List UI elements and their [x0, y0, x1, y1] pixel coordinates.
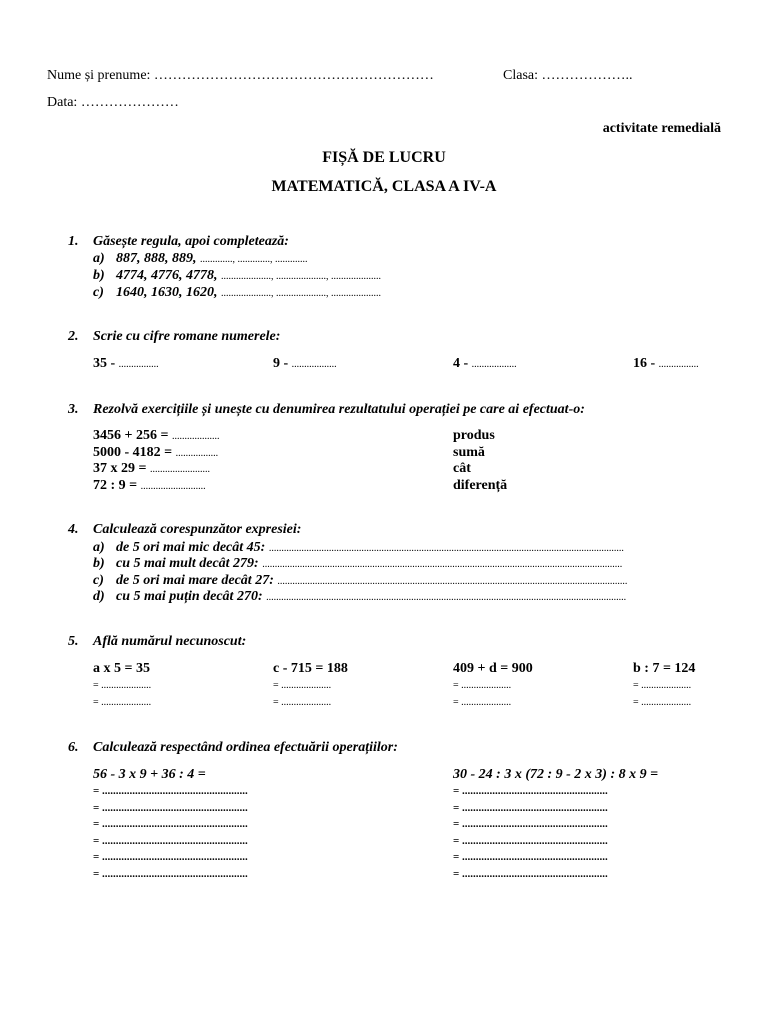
q2-item	[633, 356, 699, 372]
q2-item	[93, 356, 159, 372]
q3-exercise	[93, 445, 218, 461]
q4-item-blank: ............................................................................................................................................	[277, 576, 628, 587]
q5-line: = ....................	[633, 697, 692, 708]
page-title: FIȘĂ DE LUCRU	[322, 149, 446, 166]
q3-blank: ..........................	[140, 481, 206, 492]
q2-item-label: 35 -	[93, 356, 116, 371]
q2-item-label: 16 -	[633, 356, 656, 371]
q3-heading	[68, 402, 585, 418]
q5-line: = ....................	[93, 680, 152, 691]
q1-item-text: 4774, 4776, 4778,	[116, 268, 218, 283]
date-label: Data:	[47, 95, 78, 110]
q3-prompt: Rezolvă exercițiile și unește cu denumirea rezultatului operației pe care ai efectuat-o:	[93, 402, 585, 417]
q3-blank: ...................	[171, 431, 220, 442]
q4-item-blank: ................................................................................................................................................	[266, 592, 627, 603]
q6-left-line: = .....................................................	[93, 834, 248, 847]
q1-item-blanks: ...................., ...................., ....................	[221, 288, 381, 299]
q5-line: = ....................	[453, 697, 512, 708]
q1-item-text: 887, 888, 889,	[116, 251, 197, 266]
class-dots: ………………..	[541, 68, 633, 83]
q3-expr: 37 x 29 =	[93, 461, 147, 476]
q5-line: = ....................	[93, 697, 152, 708]
q5-line: = ....................	[633, 680, 692, 691]
worksheet-tag: activitate remedială	[602, 121, 721, 136]
q4-item	[93, 573, 715, 589]
class-label: Clasa:	[503, 68, 538, 83]
q4-prompt: Calculează corespunzător expresiei:	[93, 522, 302, 537]
q1-item-blanks: ............., ............., .............	[200, 254, 308, 265]
q5-equation	[453, 661, 533, 711]
q6-left-line: = .....................................................	[93, 785, 248, 797]
q4-item-text: de 5 ori mai mare decât 27:	[116, 573, 274, 588]
q6-number: 6.	[68, 740, 79, 755]
q1-prompt: Găsește regula, apoi completează:	[93, 234, 289, 249]
q5-equation	[273, 661, 348, 711]
q1-item-letter: a)	[93, 251, 105, 266]
q3-blank: ........................	[149, 464, 210, 475]
q5-eq: a x 5 = 35	[93, 661, 150, 676]
q4-item-blank: ................................................................................................................................................	[262, 559, 623, 570]
q3-number: 3.	[68, 402, 79, 417]
q6-left-expr: 56 - 3 x 9 + 36 : 4 =	[93, 767, 206, 782]
page-subtitle: MATEMATICĂ, CLASA A IV-A	[271, 178, 497, 195]
q1-item	[93, 251, 308, 267]
q6-left-line: = .....................................................	[93, 801, 248, 814]
q4-item-blank: ..............................................................................................................................................	[268, 543, 624, 554]
q6-left-line: = .....................................................	[93, 867, 248, 880]
q3-operation-name: produs	[453, 428, 495, 443]
q3-expr: 72 : 9 =	[93, 478, 138, 493]
q2-number: 2.	[68, 329, 79, 344]
q4-item-letter: b)	[93, 556, 105, 571]
q5-line: = ....................	[273, 680, 332, 691]
q2-prompt: Scrie cu cifre romane numerele:	[93, 329, 281, 344]
q4-item-letter: c)	[93, 573, 104, 588]
q5-prompt: Află numărul necunoscut:	[93, 634, 247, 649]
q2-item	[273, 356, 337, 372]
q1-item-letter: b)	[93, 268, 105, 283]
q1-item-letter: c)	[93, 285, 104, 300]
q5-line: = ....................	[273, 697, 332, 708]
q4-item-text: cu 5 mai puțin decât 270:	[116, 589, 263, 604]
q6-right-line: = .....................................................	[453, 818, 608, 830]
q3-exercise	[93, 461, 210, 477]
q3-operation-name: sumă	[453, 445, 485, 460]
q6-right-line: = .....................................................	[453, 851, 608, 863]
q6-right-line: = .....................................................	[453, 801, 608, 814]
name-dots: ……………………………………………………	[153, 68, 434, 83]
q2-item-blank: ................	[658, 359, 699, 370]
q6-right-expr: 30 - 24 : 3 x (72 : 9 - 2 x 3) : 8 x 9 =	[453, 767, 659, 782]
q6-right-line: = .....................................................	[453, 834, 608, 847]
q5-eq: b : 7 = 124	[633, 661, 696, 676]
q5-eq: c - 715 = 188	[273, 661, 348, 676]
q3-expr: 5000 - 4182 =	[93, 445, 173, 460]
q2-item-blank: ..................	[471, 359, 517, 370]
q5-equation	[633, 661, 695, 711]
q1-number: 1.	[68, 234, 79, 249]
name-field-row	[47, 68, 434, 84]
q2-item-label: 4 -	[453, 356, 469, 371]
q4-item-letter: d)	[93, 589, 105, 604]
q5-line: = ....................	[453, 680, 512, 691]
q1-heading	[68, 234, 289, 250]
q1-item	[93, 285, 381, 301]
q5-heading	[68, 634, 247, 650]
q3-exercise	[93, 428, 219, 444]
q4-item-text: cu 5 mai mult decât 279:	[116, 556, 259, 571]
q1-item	[93, 268, 381, 284]
q6-right-exercise	[453, 766, 658, 882]
date-field-row	[47, 95, 179, 111]
q2-item-blank: ..................	[291, 359, 337, 370]
q3-expr: 3456 + 256 =	[93, 428, 169, 443]
q6-left-exercise	[93, 766, 248, 882]
q3-blank: .................	[175, 448, 219, 459]
q2-heading	[68, 329, 281, 345]
q4-item-text: de 5 ori mai mic decât 45:	[116, 540, 266, 555]
q4-item	[93, 556, 715, 572]
q5-equation	[93, 661, 151, 711]
q3-exercise	[93, 478, 206, 494]
q2-item-label: 9 -	[273, 356, 289, 371]
q2-item-blank: ................	[118, 359, 159, 370]
q6-heading	[68, 740, 398, 756]
date-dots: …………………	[80, 95, 179, 110]
q6-left-line: = .....................................................	[93, 818, 248, 830]
q3-operation-name: diferență	[453, 478, 508, 493]
q1-item-text: 1640, 1630, 1620,	[116, 285, 218, 300]
q5-eq: 409 + d = 900	[453, 661, 533, 676]
q4-item	[93, 540, 715, 556]
q4-item-letter: a)	[93, 540, 105, 555]
q6-left-line: = .....................................................	[93, 851, 248, 863]
q6-right-line: = .....................................................	[453, 785, 608, 797]
q4-heading	[68, 522, 302, 538]
q6-right-line: = .....................................................	[453, 867, 608, 880]
q4-number: 4.	[68, 522, 79, 537]
q6-prompt: Calculează respectând ordinea efectuării operațiilor:	[93, 740, 398, 755]
q1-item-blanks: ...................., ...................., ....................	[221, 271, 381, 282]
q2-item	[453, 356, 517, 372]
q3-operation-name: cât	[453, 461, 471, 476]
name-label: Nume și prenume:	[47, 68, 151, 83]
q4-item	[93, 589, 715, 605]
class-field-row	[503, 68, 633, 84]
q5-number: 5.	[68, 634, 79, 649]
